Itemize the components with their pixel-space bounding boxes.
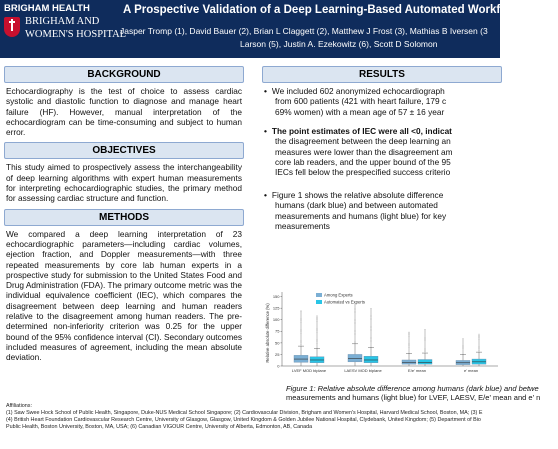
result-3-line1: Figure 1 shows the relative absolute difference [271,190,444,200]
legend-label-experts: Among Experts [324,292,353,298]
affiliations-line3: Public Health, Boston University, Boston, MA, USA; (6) Canadian VIGOUR Centre, University of Alberta, Edmonton, AB, Canada [6,424,313,430]
shield-icon [4,17,20,37]
bullet-icon: • [264,126,267,136]
legend-swatch-automated [316,300,322,304]
box [418,360,432,365]
x-category-label: E/e' mean [408,368,426,373]
result-item-1 [264,86,500,117]
bullet-icon: • [264,86,267,96]
methods-heading: METHODS [4,209,244,226]
x-category-label: LVEF MOD biplane [291,368,327,373]
x-category-label: e' mean [463,368,479,373]
result-2-line3: measures were lower than the disagreement am [275,146,453,157]
poster-title: A Prospective Validation of a Deep Learning-Based Automated Workflow for the [123,4,558,16]
authors-line1: Jasper Tromp (1), David Bauer (2), Brian L Claggett (2), Matthew J Frost (3), Mathias B Iversen (3 [120,26,488,36]
y-tick-label: 50 [275,340,280,346]
result-3-line3: measurements and humans (light blue) for key [275,210,447,221]
authors-line2: Larson (5), Justin A. Ezekowitz (6), Scott D Solomon [240,39,438,49]
result-3-line2: humans (dark blue) and between automated [275,200,438,211]
box [348,354,362,361]
result-item-3 [264,190,500,231]
result-2-line1: The point estimates of IEC were all <0, indicat [271,126,452,136]
y-tick-label: 100 [272,317,280,323]
result-2-line2: the disagreement between the deep learning an [275,136,451,147]
affiliations-heading: Affiliations: [6,403,32,409]
figure-1-boxplot [262,288,500,374]
y-tick-label: 0 [277,363,280,369]
objectives-text: This study aimed to prospectively assess the interchangeability of deep learning algorithms with expert human measurements for interpreting echocardiographic studies, the primary method for assessing cardiac structure and function. [6,162,242,204]
result-1-line3: 69% women) with a mean age of 57 ± 16 year [275,106,445,117]
box [364,356,378,362]
y-axis-label: Relative absolute difference (%) [265,303,270,363]
result-2-line5: IECs fell below the prespecified success criterio [275,167,451,178]
left-column [4,66,244,368]
y-tick-label: 75 [275,328,280,334]
poster-header [0,0,558,58]
logo-line1: BRIGHAM HEALTH [4,3,90,14]
legend-label-automated: Automated vs Experts [324,299,365,305]
y-tick-label: 25 [275,351,280,357]
result-1-line2: from 600 patients (421 with heart failure, 179 c [275,96,447,107]
affiliations-line2: (4) British Heart Foundation Cardiovascular Research Centre, University of Glasgow, Glasgow, United Kingdom & Golden Jubilee National Hospital, Clydebank, United Kingdom; (5) Department of Bio [6,417,481,423]
bullet-icon: • [264,190,267,200]
x-category-label: LAESV MOD biplane [344,368,382,373]
logo-line2: BRIGHAM AND [25,16,100,27]
results-heading: RESULTS [262,66,502,83]
objectives-heading: OBJECTIVES [4,142,244,159]
result-2-line4: core lab readers, and the upper bound of the 95 [275,156,451,167]
result-3-line4: measurements [275,220,330,231]
logo-line3: WOMEN'S HOSPITAL [25,29,127,40]
figure-caption-line2: measurements and humans (light blue) for LVEF, LAESV, E/e' mean and e' n [286,393,541,402]
y-tick-label: 125 [272,305,280,311]
figure-caption [286,384,541,402]
figure-caption-line1: Figure 1: Relative absolute difference among humans (dark blue) and betwe [286,384,539,393]
affiliations [6,403,500,431]
result-item-2 [264,126,500,177]
y-tick-label: 150 [272,294,280,300]
result-1-line1: We included 602 anonymized echocardiograph [271,86,445,96]
affiliations-line1: (1) Saw Swee Hock School of Public Health, Singapore, Duke-NUS Medical School Singapore; (2) Cardiovascular Division, Brigham and Women's Hospital, Harvard Medical School, Boston, MA; (3) E [6,410,483,416]
background-text: Echocardiography is the test of choice to assess cardiac systolic and diastolic function to diagnose and manage heart failure (HF). However, manual interpretation of the echocardiogram can be time-consuming and subject to human error. [6,86,242,138]
legend-swatch-experts [316,293,322,297]
background-heading: BACKGROUND [4,66,244,83]
hospital-logo [4,3,127,51]
methods-text: We compared a deep learning interpretation of 23 echocardiographic parameters—including cardiac volumes, ejection fraction, and Doppler measurements—with three repeated measurements by core lab human experts in a prospective study for submission to the United States Food and Drug Administration (FDA). The primary outcome metric was the individual equivalence coefficient (IEC), which compares the disagreement between deep learning and human readers relative to the disagreement among human readers. The pre-determined non-inferiority criterion was 0.25 for the upper bound of the 95% confidence interval (CI). Secondary outcomes included measures of agreement, including the mean absolute deviation. [6,228,242,363]
